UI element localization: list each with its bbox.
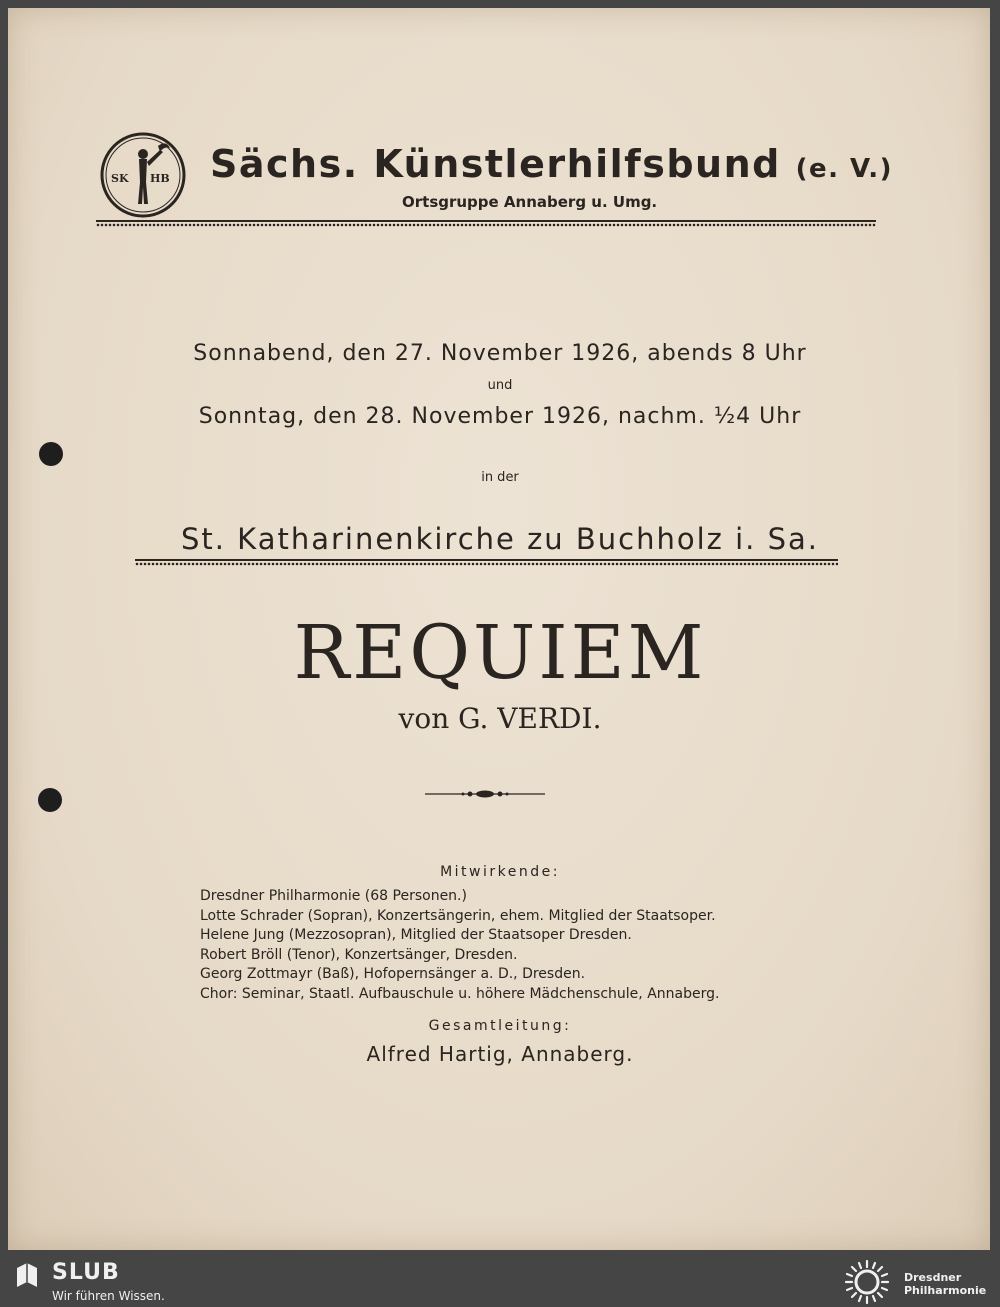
org-subtitle: Ortsgruppe Annaberg u. Umg. [402, 193, 658, 211]
partner-line-2: Philharmonie [904, 1284, 987, 1297]
header-dot-rule [96, 223, 876, 227]
svg-text:HB: HB [150, 172, 170, 185]
venue-rule [135, 559, 838, 561]
dresdner-philharmonie-logo-icon [842, 1258, 892, 1306]
slub-name: SLUB [52, 1260, 120, 1285]
program-sheet [8, 8, 990, 1250]
partner-name [904, 1271, 986, 1297]
performer-line: Helene Jung (Mezzosopran), Mitglied der Staatsoper Dresden. [200, 927, 632, 943]
performers-list [200, 887, 719, 1004]
partner-line-1: Dresdner [904, 1271, 962, 1284]
performer-line: Georg Zottmayr (Baß), Hofopernsänger a. D., Dresden. [200, 966, 586, 982]
und-text: und [487, 378, 513, 393]
performers-heading: Mitwirkende: [440, 864, 560, 880]
composer: von G. VERDI. [398, 702, 602, 735]
performer-line: Robert Bröll (Tenor), Konzertsänger, Dresden. [200, 946, 518, 963]
work-title: REQUIEM [293, 610, 707, 696]
date-line-1: Sonnabend, den 27. November 1926, abends 8 Uhr [193, 341, 807, 366]
conductor-heading: Gesamtleitung: [428, 1018, 572, 1034]
conductor-name: Alfred Hartig, Annaberg. [366, 1042, 634, 1066]
svg-text:SK: SK [111, 172, 129, 185]
footer-bar [0, 1256, 1000, 1307]
org-suffix: (e. V.) [795, 154, 894, 184]
ornament-divider-icon [425, 787, 545, 801]
org-name-text: Sächs. Künstlerhilfsbund [210, 142, 781, 186]
performer-line: Lotte Schrader (Sopran), Konzertsängerin, ehem. Mitglied der Staatsoper. [200, 907, 716, 924]
in-der-text: in der [481, 470, 519, 485]
date-line-2: Sonntag, den 28. November 1926, nachm. ½4 Uhr [198, 404, 802, 429]
performer-line: Chor: Seminar, Staatl. Aufbauschule u. höhere Mädchenschule, Annaberg. [200, 985, 720, 1002]
venue-dot-rule [135, 562, 838, 566]
slub-logo-icon [14, 1260, 40, 1290]
header-rule [96, 220, 876, 222]
performer-line: Dresdner Philharmonie (68 Personen.) [200, 888, 467, 904]
punch-hole-bottom [38, 788, 62, 812]
org-name [210, 142, 893, 186]
venue: St. Katharinenkirche zu Buchholz i. Sa. [180, 522, 820, 556]
punch-hole-top [39, 442, 63, 466]
skhb-logo-icon [100, 132, 186, 218]
slub-tagline: Wir führen Wissen. [52, 1289, 165, 1303]
